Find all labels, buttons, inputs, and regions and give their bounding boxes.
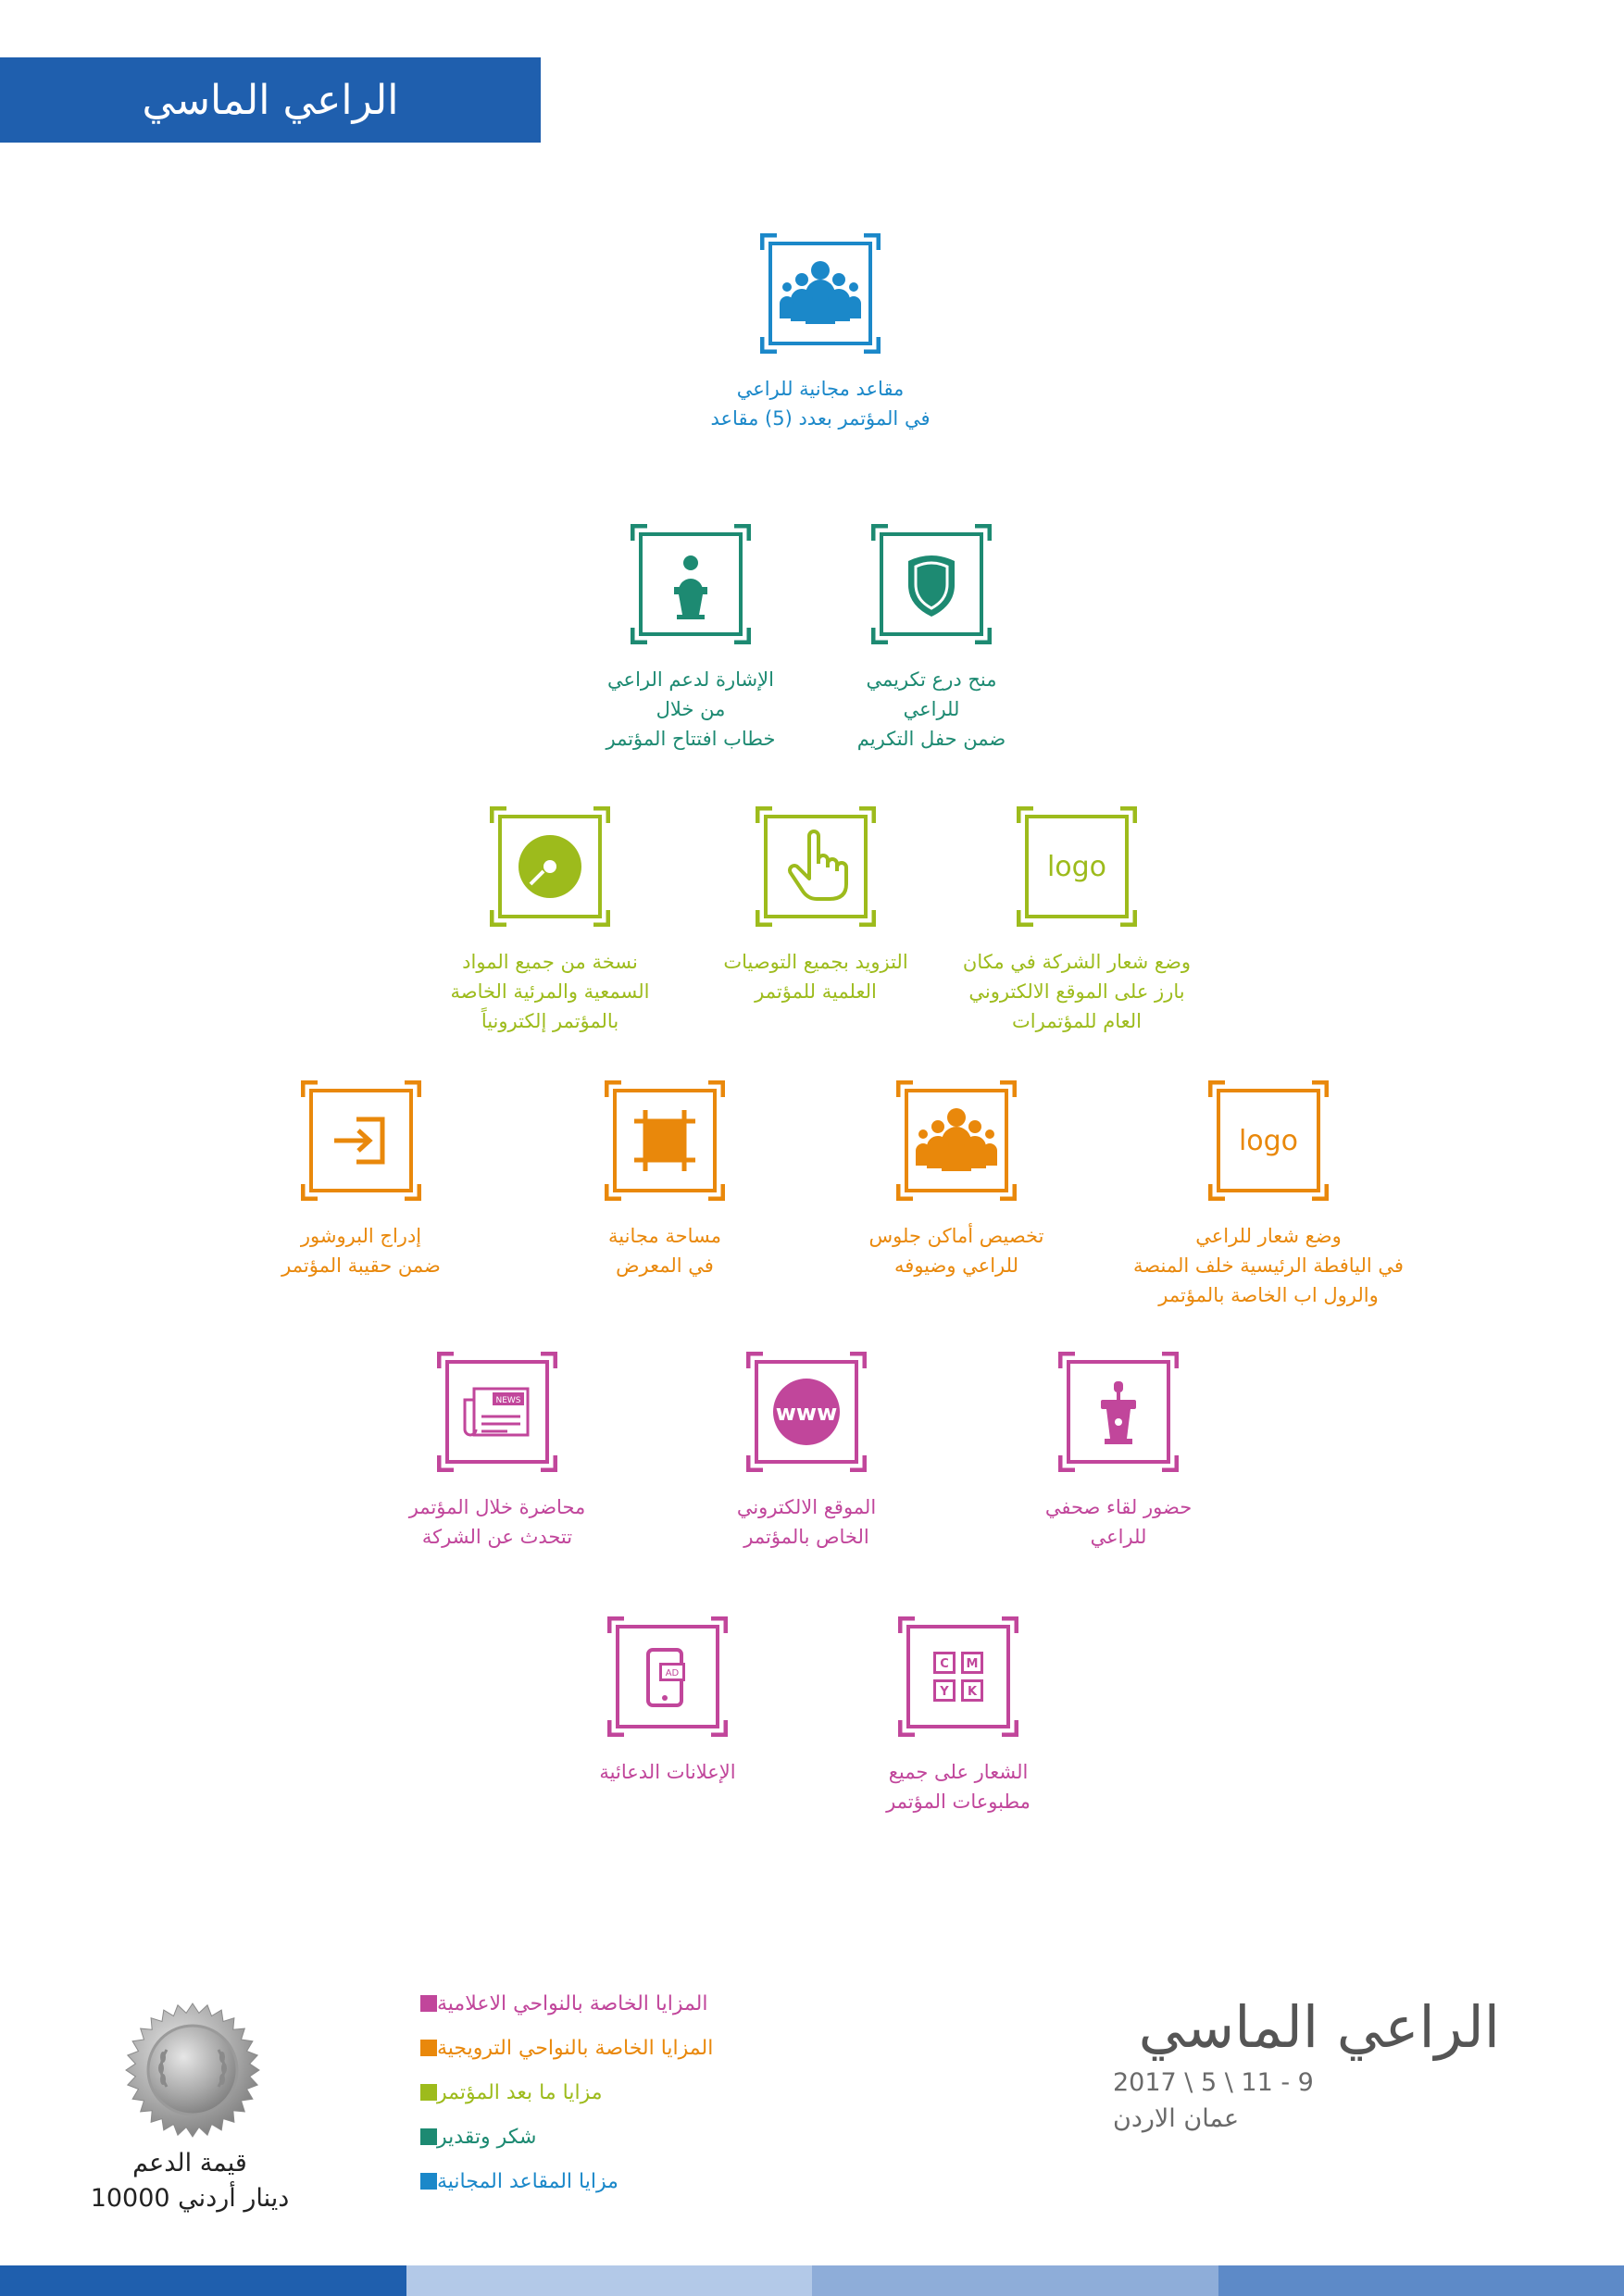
event-place: عمان الاردن (1113, 2104, 1240, 2133)
legend-item-promo: المزايا الخاصة بالنواحي الترويجية (407, 2026, 824, 2070)
benefit-logo-website: logo وضع شعار الشركة في مكان بارز على الموقع الالكتروني العام للمؤتمرات (882, 806, 1271, 1036)
legend (407, 1981, 824, 2203)
www-icon (746, 1352, 867, 1472)
support-value-box (56, 2146, 324, 2216)
mobile-ad-icon (607, 1616, 728, 1737)
podium-speaker-icon (631, 524, 751, 644)
benefit-lecture: NEWS محاضرة خلال المؤتمر تتحدث عن الشركة (303, 1352, 692, 1552)
benefit-opening-speech-mention: الإشارة لدعم الراعي من خلال خطاب افتتاح المؤتمر (496, 524, 885, 754)
footer-info (1093, 1990, 1500, 2137)
benefit-logo-prints: C M Y K الشعار على جميع مطبوعات المؤتمر (764, 1616, 1153, 1816)
silver-medal-icon (124, 2002, 261, 2139)
strip-segment (1218, 2265, 1624, 2296)
exhibit-space-icon (605, 1080, 725, 1201)
legend-swatch (420, 2084, 437, 2101)
benefit-seating: تخصيص أماكن جلوس للراعي وضيوفه (762, 1080, 1151, 1280)
bottom-color-strip (0, 2265, 1624, 2296)
benefit-exhibit-space: مساحة مجانية في المعرض (470, 1080, 859, 1280)
svg-text:NEWS: NEWS (495, 1396, 521, 1405)
event-date: 2017 \ 5 \ 11 - 9 (1113, 2068, 1314, 2097)
benefit-free-seats: مقاعد مجانية للراعي في المؤتمر بعدد (5) مقاعد (626, 233, 1015, 433)
strip-segment (0, 2265, 406, 2296)
svg-text:C: C (940, 1657, 949, 1671)
legend-swatch (420, 2173, 437, 2190)
benefit-honor-shield: منح درع تكريمي للراعي ضمن حفل التكريم (737, 524, 1126, 754)
svg-text:AD: AD (665, 1668, 680, 1678)
logo-icon (1208, 1080, 1329, 1201)
logo-icon (1017, 806, 1137, 927)
insert-icon (301, 1080, 421, 1201)
benefit-brochure: إدراج البروشور ضمن حقيبة المؤتمر (167, 1080, 556, 1280)
group-seating-icon (896, 1080, 1017, 1201)
cmyk-icon (898, 1616, 1018, 1737)
svg-text:logo: logo (1046, 851, 1107, 883)
benefit-ads: AD الإعلانات الدعائية (473, 1616, 862, 1787)
shield-icon (871, 524, 992, 644)
legend-item-seats: مزايا المقاعد المجانية (407, 2159, 824, 2203)
page-title: الراعي الماسي (142, 76, 399, 124)
legend-item-media: المزايا الخاصة بالنواحي الاعلامية (407, 1981, 824, 2026)
svg-text:Y: Y (940, 1685, 949, 1699)
disc-icon (490, 806, 610, 927)
support-amount: 10000 دينار أردني (90, 2184, 290, 2213)
svg-text:logo: logo (1238, 1125, 1299, 1157)
footer-title: الراعي الماسي (1138, 1993, 1500, 2061)
benefit-media-copy: نسخة من جميع المواد السمعية والمرئية الخاصة بالمؤتمر إلكترونياً (356, 806, 744, 1036)
legend-swatch (420, 1995, 437, 2012)
press-podium-icon (1058, 1352, 1179, 1472)
support-label: قيمة الدعم (132, 2149, 247, 2177)
svg-text:M: M (966, 1657, 979, 1671)
tile-frame (760, 233, 881, 354)
svg-text:K: K (967, 1685, 978, 1699)
legend-swatch (420, 2128, 437, 2145)
strip-segment (406, 2265, 813, 2296)
legend-swatch (420, 2040, 437, 2056)
benefit-press-meeting: حضور لقاء صحفي للراعي (924, 1352, 1313, 1552)
audience-icon (760, 233, 881, 354)
benefit-recommendations: التزويد بجميع التوصيات العلمية للمؤتمر (621, 806, 1010, 1006)
benefit-website: www الموقع الالكتروني الخاص بالمؤتمر (612, 1352, 1001, 1552)
hand-pointer-icon (756, 806, 876, 927)
svg-text:www: www (775, 1400, 838, 1426)
legend-item-thanks: شكر وتقدير (407, 2115, 824, 2159)
benefit-logo-banner: logo وضع شعار للراعي في اليافطة الرئيسية خلف المنصة والرول اب الخاصة بالمؤتمر (1074, 1080, 1463, 1310)
header-bar (0, 57, 541, 143)
legend-item-post: مزايا ما بعد المؤتمر (407, 2070, 824, 2115)
strip-segment (812, 2265, 1218, 2296)
newspaper-icon (437, 1352, 557, 1472)
